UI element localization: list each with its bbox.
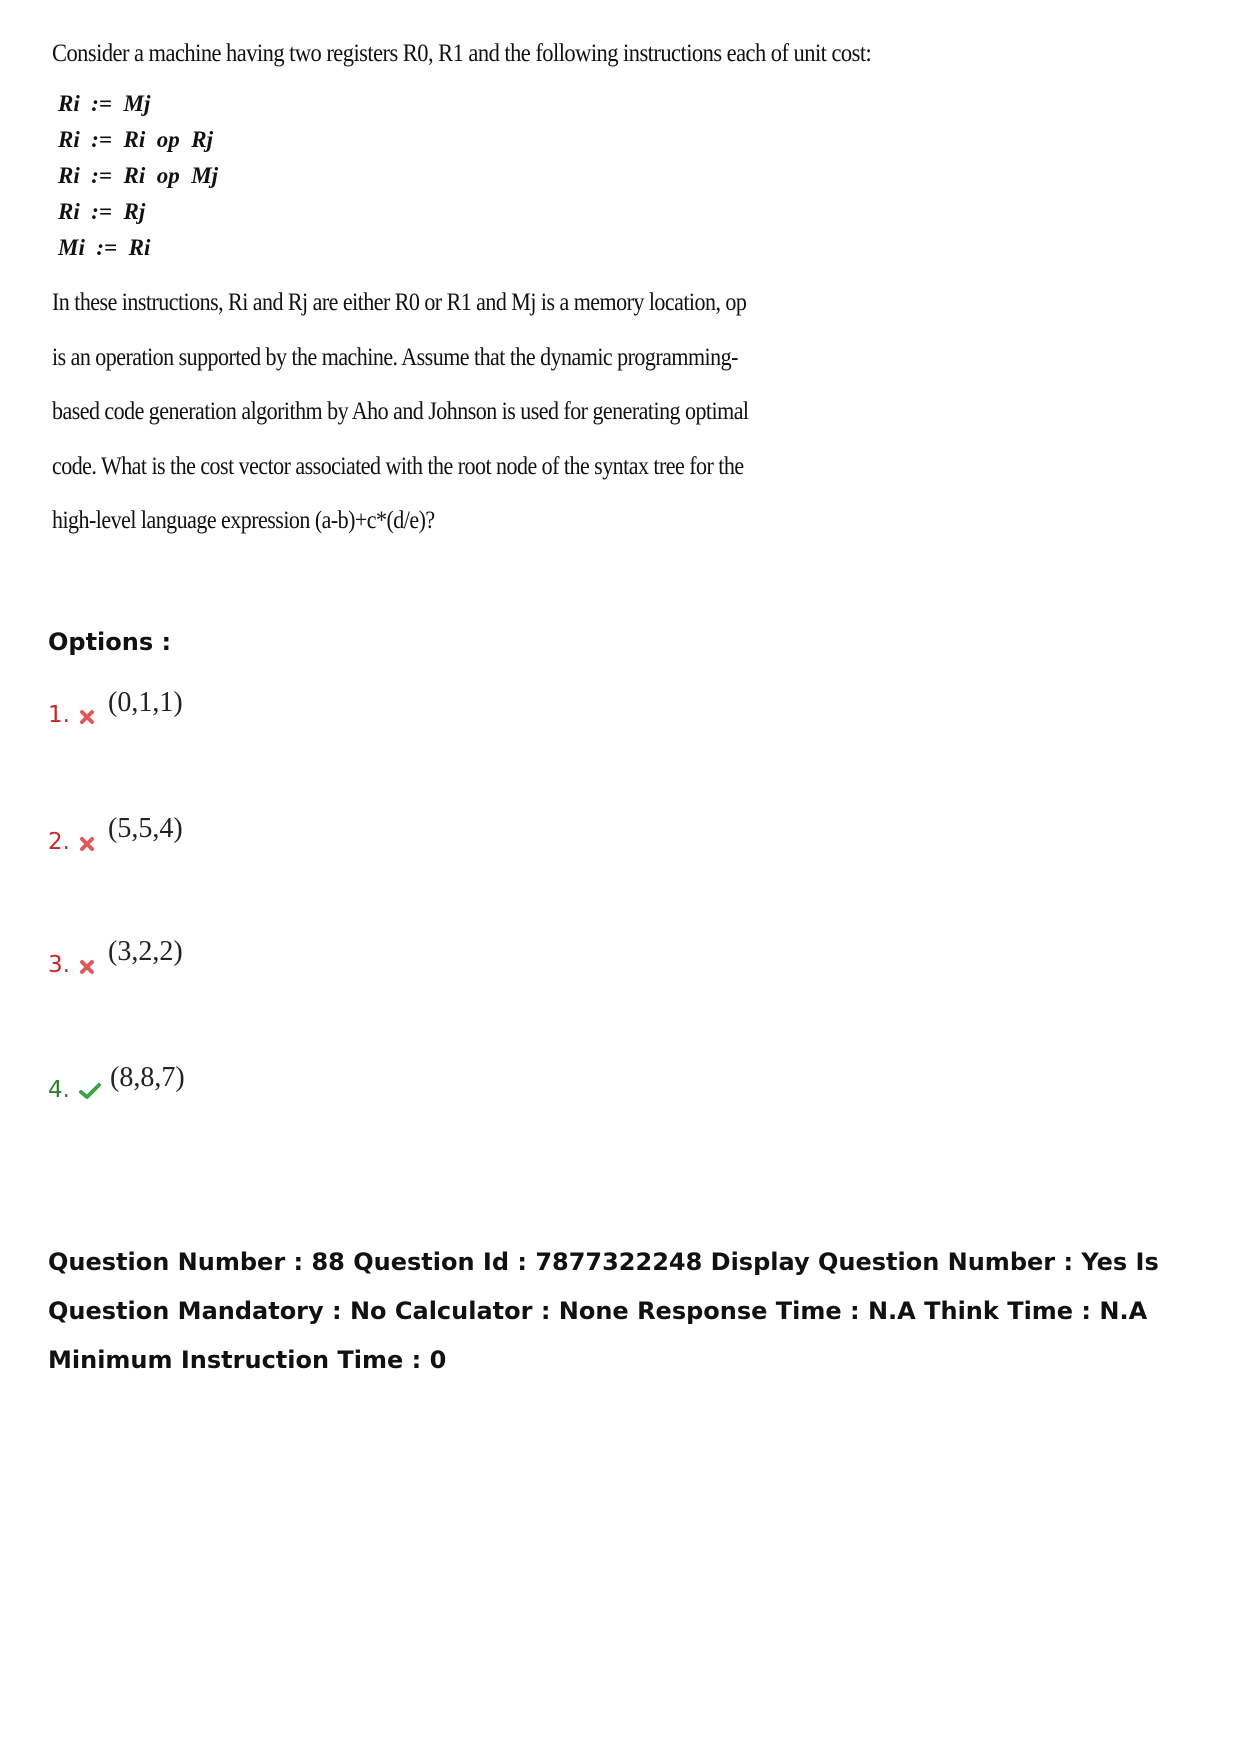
question-body-line: In these instructions, Ri and Rj are either R0 or R1 and Mj is a memory location, op: [52, 289, 747, 316]
check-icon: [78, 1081, 102, 1099]
cross-icon: [78, 708, 96, 726]
instruction-list: [58, 86, 218, 266]
instruction-line: Ri := Ri op Mj: [58, 163, 219, 188]
option-value: (5,5,4): [108, 813, 183, 844]
option-number: 1.: [48, 702, 70, 728]
question-body-line: code. What is the cost vector associated with the root node of the syntax tree for the: [52, 452, 744, 480]
options-heading: Options :: [48, 628, 172, 656]
option-2: [48, 813, 448, 867]
cross-icon: [78, 835, 96, 853]
option-value: (3,2,2): [108, 936, 183, 967]
option-number: 2.: [48, 829, 70, 855]
cross-icon: [78, 958, 96, 976]
question-body-line: high-level language expression (a-b)+c*(d/e)?: [52, 507, 435, 534]
option-value: (0,1,1): [108, 687, 183, 718]
option-3: [48, 936, 448, 990]
question-body: [52, 276, 812, 549]
instruction-line: Ri := Rj: [58, 199, 146, 224]
option-1: [48, 687, 448, 740]
option-value: (8,8,7): [110, 1062, 185, 1093]
question-body-line: is an operation supported by the machine. Assume that the dynamic programming-: [52, 343, 738, 371]
question-metadata: Question Number : 88 Question Id : 7877322248 Display Question Number : Yes Is Question Mandatory : No Calculator : None Response Time : N.A Think Time : N.A Minimum Instruction Time : 0: [48, 1248, 1159, 1374]
instruction-line: Mi := Ri: [58, 235, 151, 260]
option-4: [48, 1062, 448, 1115]
instruction-line: Ri := Mj: [58, 91, 151, 116]
instruction-line: Ri := Ri op Rj: [58, 127, 213, 152]
option-number: 4.: [48, 1077, 70, 1103]
question-intro: Consider a machine having two registers R0, R1 and the following instructions each of unit cost:: [52, 40, 872, 67]
option-number: 3.: [48, 952, 70, 978]
question-body-line: based code generation algorithm by Aho and Johnson is used for generating optimal: [52, 398, 749, 425]
question-image: [48, 36, 872, 611]
